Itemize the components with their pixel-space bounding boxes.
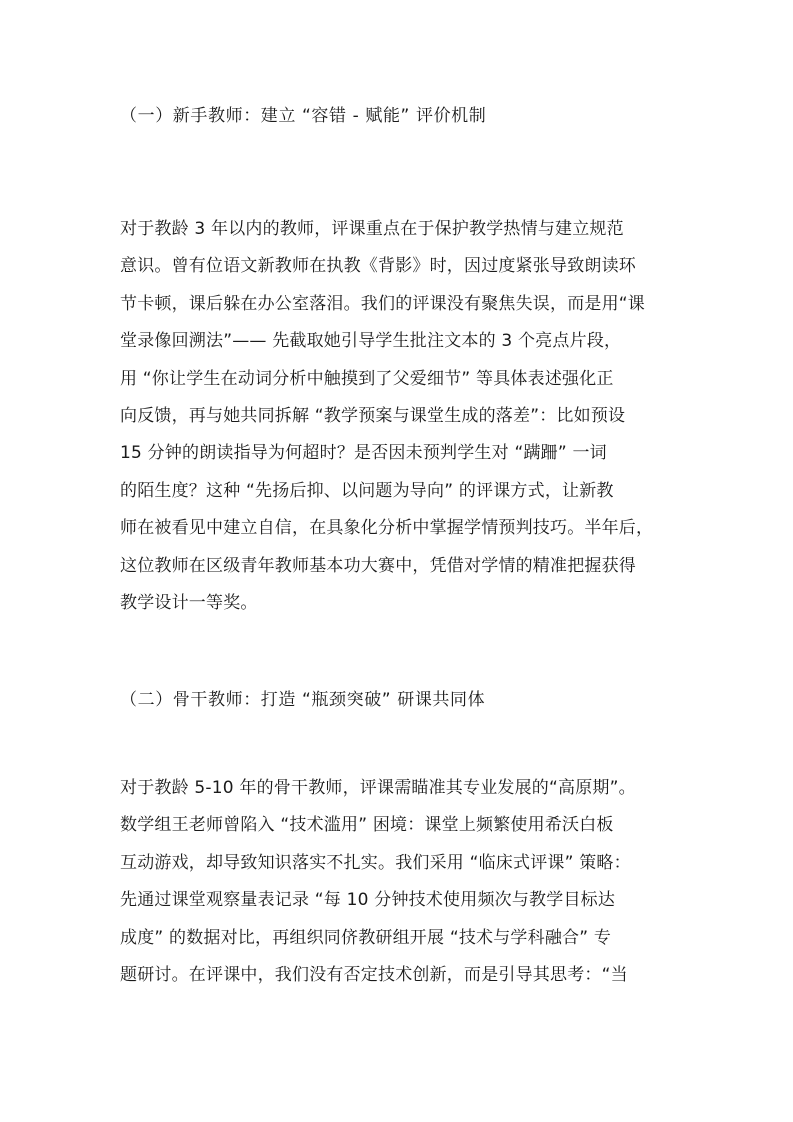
paragraph-line: 这位教师在区级青年教师基本功大赛中，凭借对学情的精准把握获得 <box>120 555 636 576</box>
paragraph-line: 成度” 的数据对比，再组织同侪教研组开展 “技术与学科融合” 专 <box>120 927 612 948</box>
paragraph-line: 数学组王老师曾陷入 “技术滥用” 困境：课堂上频繁使用希沃白板 <box>120 815 614 836</box>
paragraph-line: 师在被看见中建立自信，在具象化分析中掌握学情预判技巧。半年后， <box>120 518 654 539</box>
paragraph-line: 意识。曾有位语文新教师在执教《背影》时，因过度紧张导致朗读环 <box>120 256 636 277</box>
paragraph-line: 教学设计一等奖。 <box>120 593 258 614</box>
paragraph-line: 互动游戏，却导致知识落实不扎实。我们采用 “临床式评课” 策略： <box>120 852 631 873</box>
section-heading-novice-teachers: （一）新手教师：建立 “容错 - 赋能” 评价机制 <box>120 106 487 126</box>
paragraph-line: 题研讨。在评课中，我们没有否定技术创新，而是引导其思考：“当 <box>120 965 628 986</box>
paragraph-novice-teachers <box>120 211 676 622</box>
paragraph-line: 先通过课堂观察量表记录 “每 10 分钟技术使用频次与教学目标达 <box>120 890 616 911</box>
paragraph-line: 15 分钟的朗读指导为何超时？是否因未预判学生对 “蹒跚” 一词 <box>120 443 607 464</box>
paragraph-backbone-teachers <box>120 770 676 994</box>
paragraph-line: 对于教龄 5-10 年的骨干教师，评课需瞄准其专业发展的“高原期”。 <box>120 778 636 798</box>
paragraph-line: 堂录像回溯法”—— 先截取她引导学生批注文本的 3 个亮点片段， <box>120 331 622 352</box>
paragraph-line: 对于教龄 3 年以内的教师，评课重点在于保护教学热情与建立规范 <box>120 219 624 239</box>
section-heading-backbone-teachers: （二）骨干教师：打造 “瓶颈突破” 研课共同体 <box>120 690 486 710</box>
paragraph-line: 的陌生度？这种 “先扬后抑、以问题为导向” 的评课方式，让新教 <box>120 480 614 501</box>
paragraph-line: 向反馈，再与她共同拆解 “教学预案与课堂生成的落差”：比如预设 <box>120 406 626 427</box>
paragraph-line: 用 “你让学生在动词分析中触摸到了父爱细节” 等具体表述强化正 <box>120 368 614 389</box>
paragraph-line: 节卡顿，课后躲在办公室落泪。我们的评课没有聚焦失误，而是用“课 <box>120 293 646 314</box>
